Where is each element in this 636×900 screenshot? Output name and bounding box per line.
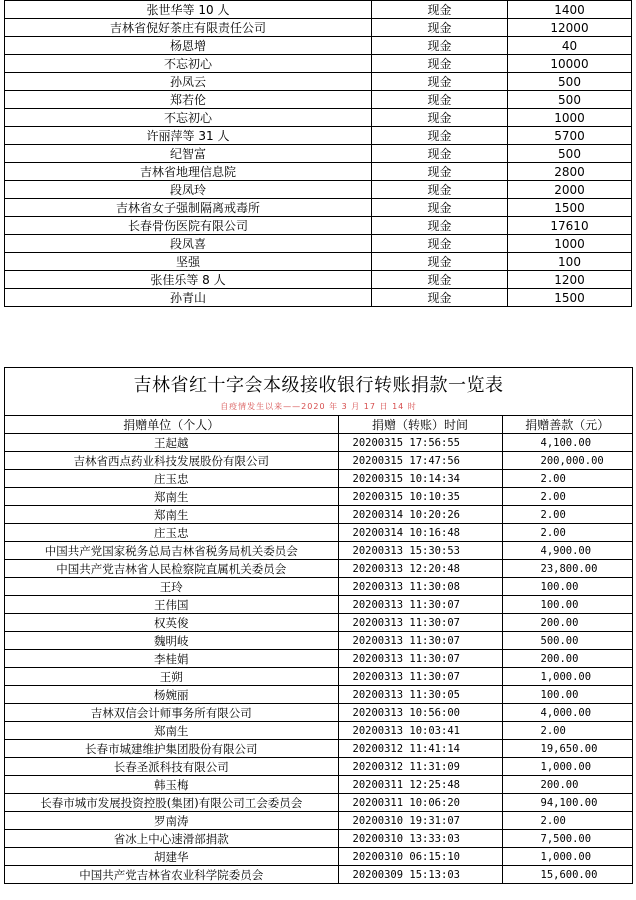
cell-donor: 吉林省西点药业科技发展股份有限公司 [5,452,338,470]
cell-amount: 10000 [508,55,632,73]
cell-time: 20200313 11:30:08 [338,578,502,596]
cell-method: 现金 [372,253,508,271]
bank-transfer-title: 吉林省红十字会本级接收银行转账捐款一览表 [133,375,504,396]
header-amount: 捐赠善款（元） [502,416,632,434]
cell-donor: 王起越 [5,434,338,452]
cell-amount: 500 [508,91,632,109]
table-row [5,235,632,253]
cell-amount: 4,100.00 [502,434,632,452]
table-row [5,632,632,650]
table-row [5,740,632,758]
cell-amount: 17610 [508,217,632,235]
table-row [5,596,632,614]
cell-amount: 200.00 [502,614,632,632]
cell-donor: 中国共产党吉林省人民检察院直属机关委员会 [5,560,338,578]
cell-donor: 中国共产党吉林省农业科学院委员会 [5,866,338,884]
cell-amount: 7,500.00 [502,830,632,848]
table-row [5,542,632,560]
table-row [5,614,632,632]
cell-amount: 100.00 [502,596,632,614]
cell-amount: 1500 [508,289,632,307]
cell-amount: 2.00 [502,722,632,740]
cell-time: 20200315 17:47:56 [338,452,502,470]
cash-donation-table [4,0,632,307]
cell-amount: 23,800.00 [502,560,632,578]
cell-amount: 1000 [508,235,632,253]
cell-amount: 200.00 [502,776,632,794]
cell-amount: 1500 [508,199,632,217]
cell-time: 20200314 10:16:48 [338,524,502,542]
cell-donor: 不忘初心 [5,109,372,127]
cell-time: 20200310 06:15:10 [338,848,502,866]
cell-method: 现金 [372,109,508,127]
cell-donor: 孙凤云 [5,73,372,91]
cell-time: 20200313 11:30:07 [338,668,502,686]
cell-donor: 吉林省地理信息院 [5,163,372,181]
cell-method: 现金 [372,271,508,289]
cell-amount: 1,000.00 [502,758,632,776]
table-row [5,271,632,289]
table-row [5,578,632,596]
cell-time: 20200313 11:30:07 [338,632,502,650]
cell-time: 20200313 10:03:41 [338,722,502,740]
cell-donor: 权英俊 [5,614,338,632]
table-row [5,776,632,794]
table-row [5,650,632,668]
cell-time: 20200315 10:10:35 [338,488,502,506]
cell-time: 20200313 11:30:07 [338,614,502,632]
cell-donor: 长春骨伤医院有限公司 [5,217,372,235]
table-row [5,91,632,109]
cell-donor: 胡建华 [5,848,338,866]
cell-donor: 韩玉梅 [5,776,338,794]
cell-amount: 2800 [508,163,632,181]
table-row [5,109,632,127]
cell-donor: 段凤玲 [5,181,372,199]
table-row [5,848,632,866]
cell-amount: 2.00 [502,812,632,830]
cell-donor: 张世华等 10 人 [5,1,372,19]
cell-donor: 庄玉忠 [5,470,338,488]
cell-amount: 40 [508,37,632,55]
table-row [5,722,632,740]
cell-amount: 2.00 [502,524,632,542]
bank-transfer-section [4,367,633,884]
cell-amount: 2.00 [502,488,632,506]
table-row [5,253,632,271]
cell-donor: 坚强 [5,253,372,271]
cell-donor: 李桂娟 [5,650,338,668]
cell-method: 现金 [372,181,508,199]
table-row [5,866,632,884]
table-row [5,668,632,686]
cash-table-body [5,1,632,307]
cell-amount: 500 [508,145,632,163]
cell-donor: 长春市城建维护集团股份有限公司 [5,740,338,758]
table-row [5,289,632,307]
cell-donor: 郑南生 [5,488,338,506]
cell-amount: 2000 [508,181,632,199]
cell-donor: 长春圣派科技有限公司 [5,758,338,776]
table-row [5,181,632,199]
cell-time: 20200313 11:30:07 [338,650,502,668]
cell-time: 20200313 12:20:48 [338,560,502,578]
cell-amount: 200.00 [502,650,632,668]
cell-method: 现金 [372,91,508,109]
table-row [5,37,632,55]
header-donor: 捐赠单位（个人） [5,416,338,434]
cell-donor: 省冰上中心速滑部捐款 [5,830,338,848]
cell-donor: 中国共产党国家税务总局吉林省税务局机关委员会 [5,542,338,560]
cell-method: 现金 [372,199,508,217]
cell-donor: 王伟国 [5,596,338,614]
cell-donor: 吉林省倪好茶庄有限责任公司 [5,19,372,37]
table-row [5,55,632,73]
cell-donor: 吉林省女子强制隔离戒毒所 [5,199,372,217]
table-row [5,163,632,181]
cell-donor: 郑南生 [5,506,338,524]
cell-time: 20200313 15:30:53 [338,542,502,560]
cell-donor: 郑南生 [5,722,338,740]
table-row [5,686,632,704]
table-row [5,704,632,722]
cell-donor: 罗南涛 [5,812,338,830]
cell-method: 现金 [372,55,508,73]
cell-amount: 200,000.00 [502,452,632,470]
cell-method: 现金 [372,145,508,163]
cell-amount: 12000 [508,19,632,37]
cell-donor: 不忘初心 [5,55,372,73]
cell-amount: 500 [508,73,632,91]
table-row [5,560,632,578]
bank-transfer-table [5,415,632,884]
cell-donor: 段凤喜 [5,235,372,253]
cell-donor: 张佳乐等 8 人 [5,271,372,289]
cell-donor: 孙青山 [5,289,372,307]
cell-time: 20200310 19:31:07 [338,812,502,830]
table-row [5,145,632,163]
cell-amount: 2.00 [502,470,632,488]
cell-method: 现金 [372,127,508,145]
cell-donor: 庄玉忠 [5,524,338,542]
cell-time: 20200311 12:25:48 [338,776,502,794]
cell-amount: 1000 [508,109,632,127]
cell-time: 20200315 10:14:34 [338,470,502,488]
cell-time: 20200314 10:20:26 [338,506,502,524]
cell-donor: 许丽萍等 31 人 [5,127,372,145]
cell-method: 现金 [372,163,508,181]
cell-amount: 4,000.00 [502,704,632,722]
cell-amount: 4,900.00 [502,542,632,560]
table-row [5,506,632,524]
cell-time: 20200312 11:41:14 [338,740,502,758]
cell-donor: 王玲 [5,578,338,596]
cell-amount: 1200 [508,271,632,289]
table-row [5,524,632,542]
cell-amount: 1,000.00 [502,668,632,686]
table-row [5,217,632,235]
cell-time: 20200309 15:13:03 [338,866,502,884]
cell-donor: 纪智富 [5,145,372,163]
table-row [5,794,632,812]
table-row [5,758,632,776]
cell-time: 20200311 10:06:20 [338,794,502,812]
cell-amount: 100.00 [502,578,632,596]
table-row [5,488,632,506]
cell-method: 现金 [372,217,508,235]
cell-amount: 100 [508,253,632,271]
header-row [5,416,632,434]
cell-method: 现金 [372,235,508,253]
cell-donor: 魏明岐 [5,632,338,650]
cell-amount: 2.00 [502,506,632,524]
cell-time: 20200310 13:33:03 [338,830,502,848]
cell-donor: 吉林双信会计师事务所有限公司 [5,704,338,722]
table-row [5,73,632,91]
cell-time: 20200315 17:56:55 [338,434,502,452]
table-row [5,812,632,830]
cell-amount: 5700 [508,127,632,145]
cell-amount: 19,650.00 [502,740,632,758]
table-row [5,452,632,470]
cell-amount: 15,600.00 [502,866,632,884]
bank-transfer-table-body [5,434,632,884]
cell-method: 现金 [372,37,508,55]
cell-method: 现金 [372,73,508,91]
cell-donor: 长春市城市发展投资控股(集团)有限公司工会委员会 [5,794,338,812]
cell-donor: 王朔 [5,668,338,686]
bank-transfer-subtitle: 自疫情发生以来——2020 年 3 月 17 日 14 时 [220,402,417,411]
table-row [5,199,632,217]
cell-time: 20200313 10:56:00 [338,704,502,722]
table-row [5,1,632,19]
cell-donor: 杨婉丽 [5,686,338,704]
cell-amount: 1,000.00 [502,848,632,866]
table-row [5,19,632,37]
cell-amount: 1400 [508,1,632,19]
cell-donor: 郑若伦 [5,91,372,109]
cell-method: 现金 [372,289,508,307]
cell-time: 20200313 11:30:07 [338,596,502,614]
cell-method: 现金 [372,1,508,19]
cell-time: 20200313 11:30:05 [338,686,502,704]
header-time: 捐赠（转账）时间 [338,416,502,434]
table-row [5,470,632,488]
table-row [5,434,632,452]
cell-method: 现金 [372,19,508,37]
cell-amount: 94,100.00 [502,794,632,812]
table-row [5,127,632,145]
cell-amount: 100.00 [502,686,632,704]
cell-donor: 杨恩增 [5,37,372,55]
cell-amount: 500.00 [502,632,632,650]
table-row [5,830,632,848]
cell-time: 20200312 11:31:09 [338,758,502,776]
